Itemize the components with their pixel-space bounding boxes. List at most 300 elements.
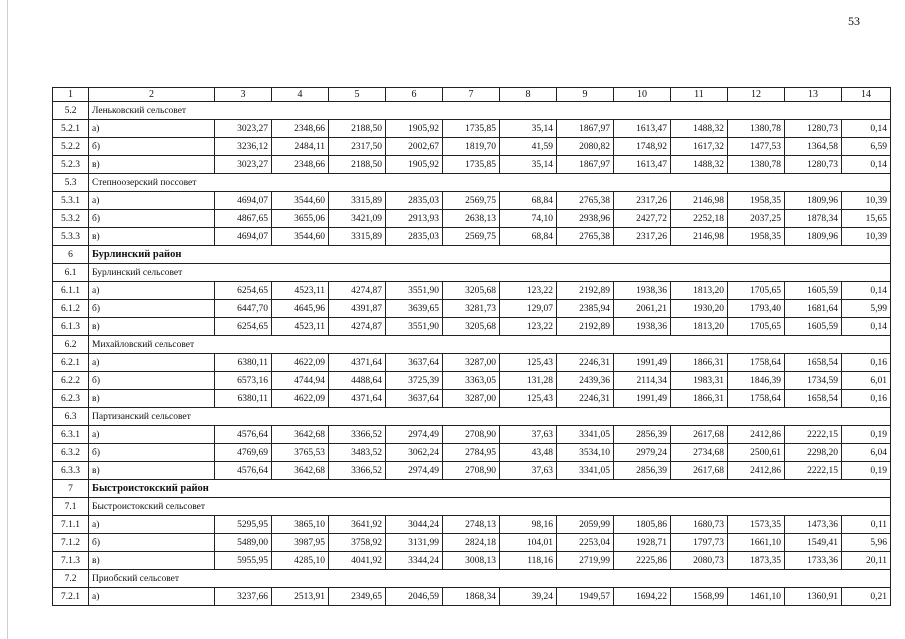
page-left-edge xyxy=(7,0,8,639)
district-title: Бурлинский район xyxy=(89,246,891,264)
row-variant: а) xyxy=(89,516,215,534)
value-cell: 35,14 xyxy=(500,156,557,174)
value-cell: 1797,73 xyxy=(671,534,728,552)
value-cell: 3205,68 xyxy=(443,318,500,336)
value-cell: 1605,59 xyxy=(785,318,842,336)
row-variant: б) xyxy=(89,372,215,390)
value-cell: 2146,98 xyxy=(671,192,728,210)
row-variant: а) xyxy=(89,282,215,300)
value-cell: 4694,07 xyxy=(215,192,272,210)
value-cell: 1549,41 xyxy=(785,534,842,552)
value-cell: 2427,72 xyxy=(614,210,671,228)
row-code: 7.1.1 xyxy=(53,516,89,534)
row-code: 6.3.3 xyxy=(53,462,89,480)
row-code: 5.3.2 xyxy=(53,210,89,228)
value-cell: 43,48 xyxy=(500,444,557,462)
value-cell: 74,10 xyxy=(500,210,557,228)
header-cell: 3 xyxy=(215,88,272,102)
section-title: Бурлинский сельсовет xyxy=(89,264,891,282)
value-cell: 2046,59 xyxy=(386,588,443,606)
value-cell: 4622,09 xyxy=(272,354,329,372)
row-code: 6 xyxy=(53,246,89,264)
value-cell: 3655,06 xyxy=(272,210,329,228)
value-cell: 3725,39 xyxy=(386,372,443,390)
value-cell: 1735,85 xyxy=(443,120,500,138)
header-cell: 12 xyxy=(728,88,785,102)
value-cell: 3637,64 xyxy=(386,390,443,408)
value-cell: 131,28 xyxy=(500,372,557,390)
value-cell: 3534,10 xyxy=(557,444,614,462)
value-cell: 3366,52 xyxy=(329,426,386,444)
section-row xyxy=(53,174,891,192)
header-cell: 9 xyxy=(557,88,614,102)
value-cell: 3341,05 xyxy=(557,426,614,444)
value-cell: 1568,99 xyxy=(671,588,728,606)
row-code: 7.1 xyxy=(53,498,89,516)
row-code: 7.2.1 xyxy=(53,588,89,606)
value-cell: 3544,60 xyxy=(272,192,329,210)
row-code: 6.1 xyxy=(53,264,89,282)
value-cell: 3281,73 xyxy=(443,300,500,318)
row-code: 6.1.2 xyxy=(53,300,89,318)
value-cell: 4041,92 xyxy=(329,552,386,570)
table-row xyxy=(53,210,891,228)
value-cell: 4523,11 xyxy=(272,318,329,336)
row-code: 7.1.3 xyxy=(53,552,89,570)
value-cell: 2222,15 xyxy=(785,462,842,480)
value-cell: 3363,05 xyxy=(443,372,500,390)
value-cell: 1380,78 xyxy=(728,156,785,174)
value-cell: 3642,68 xyxy=(272,426,329,444)
value-cell: 3062,24 xyxy=(386,444,443,462)
value-cell: 4622,09 xyxy=(272,390,329,408)
row-variant: б) xyxy=(89,300,215,318)
table-row xyxy=(53,588,891,606)
value-cell: 5489,00 xyxy=(215,534,272,552)
value-cell: 1705,65 xyxy=(728,282,785,300)
value-cell: 4371,64 xyxy=(329,390,386,408)
value-cell: 4645,96 xyxy=(272,300,329,318)
value-cell: 3765,53 xyxy=(272,444,329,462)
value-cell: 2348,66 xyxy=(272,120,329,138)
value-cell: 1360,91 xyxy=(785,588,842,606)
value-cell: 1868,34 xyxy=(443,588,500,606)
value-cell: 1873,35 xyxy=(728,552,785,570)
value-cell: 1681,64 xyxy=(785,300,842,318)
value-cell: 2913,93 xyxy=(386,210,443,228)
value-cell: 1473,36 xyxy=(785,516,842,534)
value-cell: 3287,00 xyxy=(443,390,500,408)
value-cell: 1819,70 xyxy=(443,138,500,156)
value-cell: 3315,89 xyxy=(329,228,386,246)
header-cell: 1 xyxy=(53,88,89,102)
value-cell: 1461,10 xyxy=(728,588,785,606)
value-cell: 15,65 xyxy=(842,210,891,228)
value-cell: 2146,98 xyxy=(671,228,728,246)
value-cell: 3758,92 xyxy=(329,534,386,552)
page-number: 53 xyxy=(848,14,860,28)
row-code: 6.1.3 xyxy=(53,318,89,336)
value-cell: 2500,61 xyxy=(728,444,785,462)
value-cell: 2835,03 xyxy=(386,228,443,246)
value-cell: 3366,52 xyxy=(329,462,386,480)
value-cell: 4694,07 xyxy=(215,228,272,246)
value-cell: 0,16 xyxy=(842,354,891,372)
value-cell: 2412,86 xyxy=(728,426,785,444)
table-row xyxy=(53,282,891,300)
table-row xyxy=(53,300,891,318)
header-cell: 5 xyxy=(329,88,386,102)
value-cell: 2856,39 xyxy=(614,426,671,444)
value-cell: 2317,26 xyxy=(614,192,671,210)
row-code: 6.3.1 xyxy=(53,426,89,444)
value-cell: 3551,90 xyxy=(386,282,443,300)
value-cell: 2784,95 xyxy=(443,444,500,462)
value-cell: 68,84 xyxy=(500,228,557,246)
value-cell: 2765,38 xyxy=(557,192,614,210)
section-row xyxy=(53,498,891,516)
section-title: Степноозерский поссовет xyxy=(89,174,891,192)
value-cell: 2298,20 xyxy=(785,444,842,462)
row-variant: в) xyxy=(89,228,215,246)
value-cell: 3205,68 xyxy=(443,282,500,300)
value-cell: 2638,13 xyxy=(443,210,500,228)
value-cell: 1658,54 xyxy=(785,390,842,408)
value-cell: 1613,47 xyxy=(614,120,671,138)
row-code: 5.2.1 xyxy=(53,120,89,138)
row-variant: в) xyxy=(89,318,215,336)
value-cell: 20,11 xyxy=(842,552,891,570)
header-cell: 4 xyxy=(272,88,329,102)
value-cell: 1938,36 xyxy=(614,318,671,336)
value-cell: 3483,52 xyxy=(329,444,386,462)
value-cell: 2824,18 xyxy=(443,534,500,552)
table-row xyxy=(53,372,891,390)
value-cell: 1813,20 xyxy=(671,282,728,300)
row-variant: а) xyxy=(89,588,215,606)
value-cell: 1694,22 xyxy=(614,588,671,606)
value-cell: 129,07 xyxy=(500,300,557,318)
header-cell: 11 xyxy=(671,88,728,102)
value-cell: 3642,68 xyxy=(272,462,329,480)
value-cell: 1846,39 xyxy=(728,372,785,390)
section-title: Леньковский сельсовет xyxy=(89,102,891,120)
value-cell: 3237,66 xyxy=(215,588,272,606)
row-code: 7.2 xyxy=(53,570,89,588)
table-body xyxy=(53,88,891,606)
value-cell: 4488,64 xyxy=(329,372,386,390)
table-row xyxy=(53,534,891,552)
value-cell: 3236,12 xyxy=(215,138,272,156)
header-cell: 6 xyxy=(386,88,443,102)
value-cell: 1867,97 xyxy=(557,156,614,174)
row-code: 5.3.1 xyxy=(53,192,89,210)
row-variant: б) xyxy=(89,534,215,552)
value-cell: 4523,11 xyxy=(272,282,329,300)
value-cell: 5,96 xyxy=(842,534,891,552)
header-cell: 2 xyxy=(89,88,215,102)
value-cell: 3639,65 xyxy=(386,300,443,318)
table-row xyxy=(53,390,891,408)
value-cell: 2765,38 xyxy=(557,228,614,246)
table-row xyxy=(53,192,891,210)
value-cell: 4867,65 xyxy=(215,210,272,228)
district-row xyxy=(53,480,891,498)
row-code: 6.3.2 xyxy=(53,444,89,462)
table-row xyxy=(53,444,891,462)
value-cell: 2348,66 xyxy=(272,156,329,174)
value-cell: 2114,34 xyxy=(614,372,671,390)
value-cell: 3008,13 xyxy=(443,552,500,570)
value-cell: 1477,53 xyxy=(728,138,785,156)
value-cell: 3344,24 xyxy=(386,552,443,570)
row-code: 7 xyxy=(53,480,89,498)
section-title: Приобский сельсовет xyxy=(89,570,891,588)
value-cell: 1867,97 xyxy=(557,120,614,138)
value-cell: 1735,85 xyxy=(443,156,500,174)
value-cell: 2412,86 xyxy=(728,462,785,480)
value-cell: 1617,32 xyxy=(671,138,728,156)
value-cell: 3544,60 xyxy=(272,228,329,246)
value-cell: 0,19 xyxy=(842,462,891,480)
row-code: 6.2.2 xyxy=(53,372,89,390)
value-cell: 1705,65 xyxy=(728,318,785,336)
value-cell: 4274,87 xyxy=(329,318,386,336)
value-cell: 1613,47 xyxy=(614,156,671,174)
table-row xyxy=(53,138,891,156)
value-cell: 1661,10 xyxy=(728,534,785,552)
value-cell: 2974,49 xyxy=(386,426,443,444)
value-cell: 4391,87 xyxy=(329,300,386,318)
value-cell: 39,24 xyxy=(500,588,557,606)
value-cell: 2222,15 xyxy=(785,426,842,444)
value-cell: 1733,36 xyxy=(785,552,842,570)
value-cell: 1866,31 xyxy=(671,354,728,372)
value-cell: 0,14 xyxy=(842,156,891,174)
value-cell: 2835,03 xyxy=(386,192,443,210)
table-row xyxy=(53,318,891,336)
value-cell: 2317,50 xyxy=(329,138,386,156)
value-cell: 0,14 xyxy=(842,120,891,138)
row-code: 7.1.2 xyxy=(53,534,89,552)
value-cell: 6447,70 xyxy=(215,300,272,318)
value-cell: 1734,59 xyxy=(785,372,842,390)
section-row xyxy=(53,336,891,354)
value-cell: 3023,27 xyxy=(215,156,272,174)
row-variant: в) xyxy=(89,462,215,480)
value-cell: 0,21 xyxy=(842,588,891,606)
value-cell: 2708,90 xyxy=(443,426,500,444)
value-cell: 1928,71 xyxy=(614,534,671,552)
value-cell: 118,16 xyxy=(500,552,557,570)
value-cell: 4769,69 xyxy=(215,444,272,462)
value-cell: 2246,31 xyxy=(557,390,614,408)
value-cell: 2188,50 xyxy=(329,120,386,138)
row-code: 5.2.2 xyxy=(53,138,89,156)
table-row xyxy=(53,516,891,534)
table-row xyxy=(53,156,891,174)
value-cell: 6254,65 xyxy=(215,318,272,336)
value-cell: 1488,32 xyxy=(671,120,728,138)
value-cell: 1905,92 xyxy=(386,120,443,138)
row-code: 5.3.3 xyxy=(53,228,89,246)
value-cell: 6,01 xyxy=(842,372,891,390)
row-code: 6.2.1 xyxy=(53,354,89,372)
value-cell: 2513,91 xyxy=(272,588,329,606)
value-cell: 1991,49 xyxy=(614,390,671,408)
section-title: Партизанский сельсовет xyxy=(89,408,891,426)
value-cell: 6254,65 xyxy=(215,282,272,300)
header-cell: 8 xyxy=(500,88,557,102)
value-cell: 2385,94 xyxy=(557,300,614,318)
value-cell: 3865,10 xyxy=(272,516,329,534)
value-cell: 68,84 xyxy=(500,192,557,210)
row-code: 6.3 xyxy=(53,408,89,426)
value-cell: 1758,64 xyxy=(728,390,785,408)
row-code: 5.2.3 xyxy=(53,156,89,174)
value-cell: 2617,68 xyxy=(671,462,728,480)
value-cell: 123,22 xyxy=(500,282,557,300)
row-variant: а) xyxy=(89,192,215,210)
table-row xyxy=(53,354,891,372)
value-cell: 5955,95 xyxy=(215,552,272,570)
section-row xyxy=(53,570,891,588)
value-cell: 5,99 xyxy=(842,300,891,318)
value-cell: 2192,89 xyxy=(557,318,614,336)
value-cell: 3315,89 xyxy=(329,192,386,210)
value-cell: 6,04 xyxy=(842,444,891,462)
value-cell: 3023,27 xyxy=(215,120,272,138)
tariff-table xyxy=(52,87,891,606)
value-cell: 1805,86 xyxy=(614,516,671,534)
value-cell: 2037,25 xyxy=(728,210,785,228)
value-cell: 0,19 xyxy=(842,426,891,444)
value-cell: 2188,50 xyxy=(329,156,386,174)
value-cell: 35,14 xyxy=(500,120,557,138)
value-cell: 104,01 xyxy=(500,534,557,552)
value-cell: 2252,18 xyxy=(671,210,728,228)
header-cell: 14 xyxy=(842,88,891,102)
value-cell: 2061,21 xyxy=(614,300,671,318)
header-cell: 10 xyxy=(614,88,671,102)
value-cell: 2569,75 xyxy=(443,228,500,246)
value-cell: 2002,67 xyxy=(386,138,443,156)
value-cell: 1905,92 xyxy=(386,156,443,174)
value-cell: 1949,57 xyxy=(557,588,614,606)
section-row xyxy=(53,408,891,426)
row-variant: в) xyxy=(89,552,215,570)
value-cell: 98,16 xyxy=(500,516,557,534)
row-variant: в) xyxy=(89,156,215,174)
value-cell: 1866,31 xyxy=(671,390,728,408)
value-cell: 2484,11 xyxy=(272,138,329,156)
row-variant: а) xyxy=(89,426,215,444)
value-cell: 1983,31 xyxy=(671,372,728,390)
table-row xyxy=(53,426,891,444)
value-cell: 3987,95 xyxy=(272,534,329,552)
district-row xyxy=(53,246,891,264)
value-cell: 3551,90 xyxy=(386,318,443,336)
value-cell: 4576,64 xyxy=(215,462,272,480)
value-cell: 2617,68 xyxy=(671,426,728,444)
header-row xyxy=(53,88,891,102)
value-cell: 1573,35 xyxy=(728,516,785,534)
value-cell: 2317,26 xyxy=(614,228,671,246)
value-cell: 6573,16 xyxy=(215,372,272,390)
value-cell: 6380,11 xyxy=(215,354,272,372)
value-cell: 2246,31 xyxy=(557,354,614,372)
value-cell: 0,11 xyxy=(842,516,891,534)
value-cell: 1280,73 xyxy=(785,120,842,138)
value-cell: 10,39 xyxy=(842,192,891,210)
row-code: 6.2 xyxy=(53,336,89,354)
value-cell: 1748,92 xyxy=(614,138,671,156)
value-cell: 2080,82 xyxy=(557,138,614,156)
value-cell: 1680,73 xyxy=(671,516,728,534)
value-cell: 1658,54 xyxy=(785,354,842,372)
value-cell: 2059,99 xyxy=(557,516,614,534)
value-cell: 1380,78 xyxy=(728,120,785,138)
value-cell: 1938,36 xyxy=(614,282,671,300)
value-cell: 1605,59 xyxy=(785,282,842,300)
table-row xyxy=(53,552,891,570)
section-row xyxy=(53,264,891,282)
row-code: 6.1.1 xyxy=(53,282,89,300)
row-variant: а) xyxy=(89,354,215,372)
value-cell: 4274,87 xyxy=(329,282,386,300)
table-row xyxy=(53,228,891,246)
district-title: Быстроистокский район xyxy=(89,480,891,498)
value-cell: 4744,94 xyxy=(272,372,329,390)
value-cell: 2974,49 xyxy=(386,462,443,480)
row-code: 6.2.3 xyxy=(53,390,89,408)
value-cell: 37,63 xyxy=(500,426,557,444)
value-cell: 4285,10 xyxy=(272,552,329,570)
value-cell: 1813,20 xyxy=(671,318,728,336)
value-cell: 2225,86 xyxy=(614,552,671,570)
value-cell: 2253,04 xyxy=(557,534,614,552)
value-cell: 2192,89 xyxy=(557,282,614,300)
value-cell: 1758,64 xyxy=(728,354,785,372)
value-cell: 0,14 xyxy=(842,282,891,300)
value-cell: 1793,40 xyxy=(728,300,785,318)
value-cell: 2719,99 xyxy=(557,552,614,570)
table-row xyxy=(53,120,891,138)
value-cell: 1809,96 xyxy=(785,228,842,246)
value-cell: 2856,39 xyxy=(614,462,671,480)
value-cell: 6380,11 xyxy=(215,390,272,408)
value-cell: 3421,09 xyxy=(329,210,386,228)
value-cell: 4576,64 xyxy=(215,426,272,444)
value-cell: 0,16 xyxy=(842,390,891,408)
value-cell: 2439,36 xyxy=(557,372,614,390)
value-cell: 2569,75 xyxy=(443,192,500,210)
row-code: 5.2 xyxy=(53,102,89,120)
value-cell: 2080,73 xyxy=(671,552,728,570)
value-cell: 2349,65 xyxy=(329,588,386,606)
value-cell: 0,14 xyxy=(842,318,891,336)
value-cell: 1958,35 xyxy=(728,228,785,246)
value-cell: 2979,24 xyxy=(614,444,671,462)
value-cell: 2708,90 xyxy=(443,462,500,480)
value-cell: 2748,13 xyxy=(443,516,500,534)
section-row xyxy=(53,102,891,120)
value-cell: 125,43 xyxy=(500,354,557,372)
value-cell: 1991,49 xyxy=(614,354,671,372)
value-cell: 1878,34 xyxy=(785,210,842,228)
value-cell: 3341,05 xyxy=(557,462,614,480)
value-cell: 1488,32 xyxy=(671,156,728,174)
